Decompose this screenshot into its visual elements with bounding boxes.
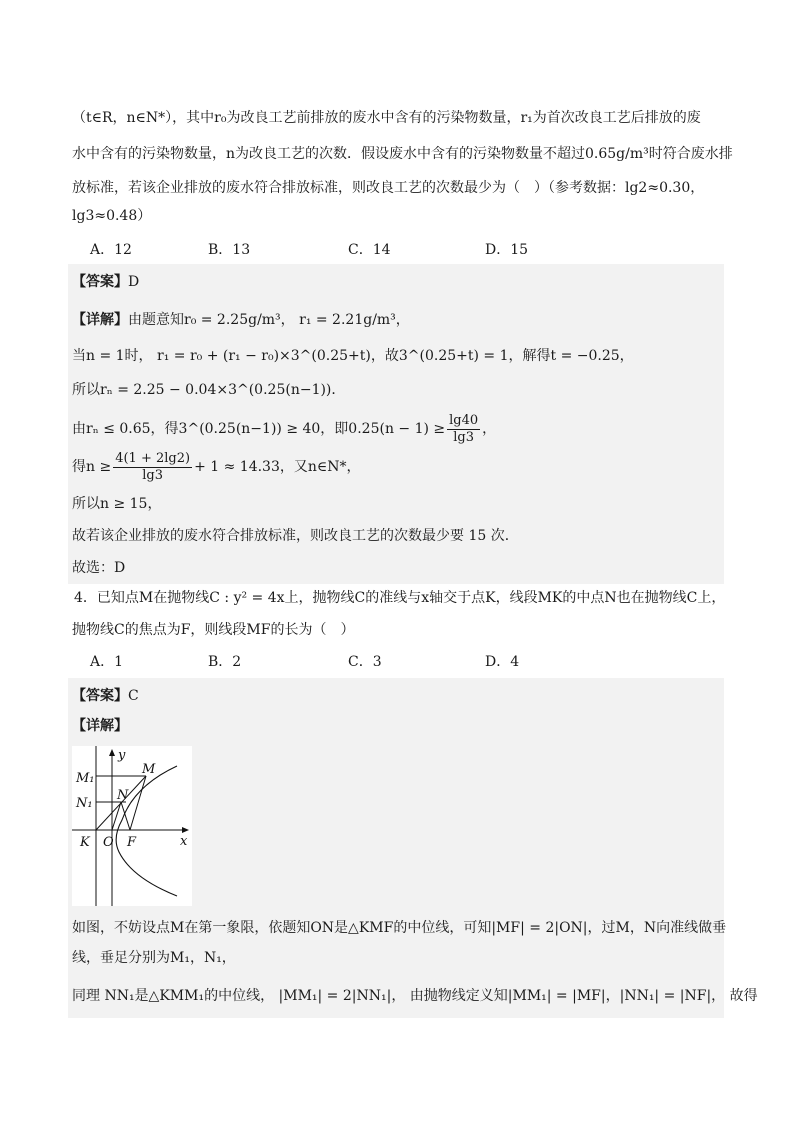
- label-m1: M₁: [76, 771, 95, 786]
- q4-answer: [72, 686, 139, 706]
- answer-value: D: [128, 274, 140, 290]
- q4-para-3: 同理 NN₁是△KMM₁的中位线， |MM₁| = 2|NN₁|， 由抛物线定义知|MM₁| = |MF|，|NN₁| = |NF|， 故得: [72, 988, 758, 1004]
- label-n: N: [117, 788, 129, 803]
- q3-step-7: 故若该企业排放的废水符合排放标准，则改良工艺的次数最少要 15 次．: [72, 528, 519, 544]
- q3-line-3: 放标准，若该企业排放的废水符合排放标准，则改良工艺的次数最少为（ ）（参考数据：lg2≈0.30，: [72, 180, 705, 196]
- q3-step-5-tail: + 1 ≈ 14.33，又n∈N*，: [194, 459, 361, 475]
- q3-step-6: 所以n ≥ 15，: [72, 496, 162, 512]
- parabola-figure: [72, 746, 192, 906]
- detail-label: 【详解】: [72, 312, 128, 328]
- y-axis-arrow: [109, 749, 115, 756]
- label-o: O: [103, 835, 114, 850]
- label-f: F: [127, 835, 137, 850]
- fraction-lg40-lg3: [447, 413, 480, 446]
- q3-step-5: [72, 450, 361, 484]
- q4-line-1: 4．已知点M在抛物线C : y² = 4x上，抛物线C的准线与x轴交于点K，线段MK的中点N也在抛物线C上，: [74, 590, 726, 606]
- q3-step-4-tail: ，: [482, 421, 497, 437]
- q3-line-4: lg3≈0.48）: [72, 208, 152, 224]
- fraction-denominator: lg3: [142, 467, 164, 483]
- fraction-numerator: lg40: [449, 412, 479, 428]
- q3-option-a: A．12: [90, 242, 132, 258]
- q3-step-8: 故选：D: [72, 560, 126, 576]
- x-axis-arrow: [182, 827, 189, 833]
- q3-step-4-text: 由rₙ ≤ 0.65，得3^(0.25(n−1)) ≥ 40，即0.25(n − 1) ≥: [72, 421, 446, 437]
- label-k: K: [80, 835, 90, 850]
- detail-label: 【详解】: [72, 718, 128, 734]
- answer-label: 【答案】: [72, 688, 128, 704]
- q4-option-c: C．3: [348, 654, 382, 670]
- q4-para-2: 线，垂足分别为M₁，N₁，: [72, 950, 236, 966]
- q4-detail-label: [72, 716, 128, 736]
- q3-answer: [72, 272, 139, 292]
- q4-para-1: 如图，不妨设点M在第一象限，依题知ON是△KMF的中位线，可知|MF| = 2|ON|，过M，N向准线做垂: [72, 920, 727, 936]
- q4-option-d: D．4: [485, 654, 520, 670]
- q3-option-b: B．13: [208, 242, 251, 258]
- q3-line-2: 水中含有的污染物数量，n为改良工艺的次数．假设废水中含有的污染物数量不超过0.65g/m³时符合废水排: [72, 146, 733, 162]
- q3-option-c: C．14: [348, 242, 391, 258]
- parabola-diagram: [72, 746, 192, 906]
- q4-option-a: A．1: [90, 654, 124, 670]
- parabola-curve: [116, 766, 177, 896]
- q3-step-4: [72, 412, 496, 446]
- q4-option-b: B．2: [208, 654, 242, 670]
- label-y: y: [118, 748, 126, 763]
- fraction-denominator: lg3: [453, 429, 475, 445]
- q3-detail-line-1: [72, 310, 410, 330]
- q3-option-d: D．15: [485, 242, 529, 258]
- q3-step-5-text: 得n ≥: [72, 459, 112, 475]
- fraction-numerator: 4(1 + 2lg2): [115, 450, 191, 466]
- label-n1: N₁: [76, 796, 93, 811]
- q3-step-1: 由题意知r₀ = 2.25g/m³， r₁ = 2.21g/m³，: [128, 312, 410, 328]
- label-x: x: [180, 834, 188, 849]
- q3-step-2: 当n = 1时， r₁ = r₀ + (r₁ − r₀)×3^(0.25+t)，故3^(0.25+t) = 1，解得t = −0.25，: [72, 348, 634, 364]
- fraction-n-bound: [113, 451, 192, 484]
- q4-line-2: 抛物线C的焦点为F，则线段MF的长为（ ）: [72, 622, 355, 638]
- answer-label: 【答案】: [72, 274, 128, 290]
- q3-step-3: 所以rₙ = 2.25 − 0.04×3^(0.25(n−1))．: [72, 382, 346, 398]
- answer-value: C: [128, 688, 139, 704]
- q3-line-1: （t∈R，n∈N*），其中r₀为改良工艺前排放的废水中含有的污染物数量，r₁为首次改良工艺后排放的废: [72, 110, 701, 126]
- label-m: M: [142, 762, 156, 777]
